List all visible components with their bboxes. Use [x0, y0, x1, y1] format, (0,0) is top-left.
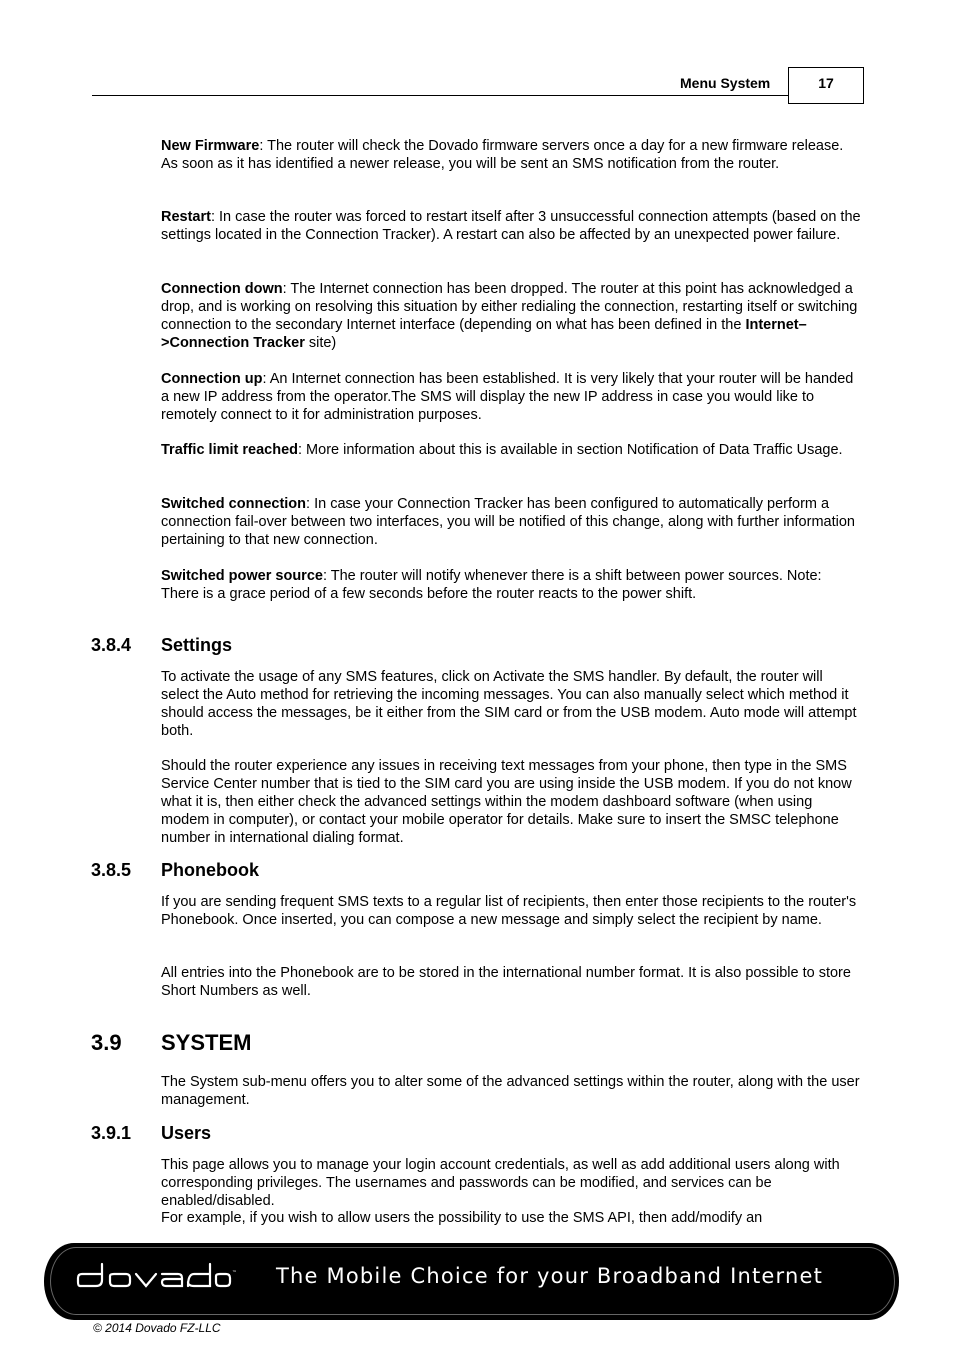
footer-tagline: The Mobile Choice for your Broadband Internet	[276, 1264, 824, 1288]
section-number-settings: 3.8.4	[91, 635, 132, 655]
section-number-system: 3.9	[91, 1030, 122, 1055]
settings-paragraph-1: To activate the usage of any SMS features, click on Activate the SMS handler. By default, the router will select the Auto method for retrieving the incoming messages. You can also manually select which method it should access the messages, be it either from the SIM card or from the USB modem. Auto mode will attempt both.	[161, 669, 857, 739]
definition: : The router will check the Dovado firmware servers once a day for a new firmware release. As soon as it has identified a newer release, you will be sent an SMS notification from the router.	[161, 138, 844, 172]
definition: : The router will notify whenever there is a shift between power sources. Note: There is a grace period of a few seconds before the router reacts to the power shift.	[161, 568, 822, 602]
definition: : An Internet connection has been established. It is very likely that your router will be handed a new IP address from the operator.The SMS will display the new IP address in case you would like to remotely connect to it for administration purposes.	[161, 371, 854, 423]
section-number-phonebook: 3.8.5	[91, 860, 132, 880]
notification-new-firmware	[161, 137, 861, 173]
definition: : More information about this is available in section Notification of Data Traffic Usage.	[298, 442, 843, 458]
term: Switched connection	[161, 496, 307, 512]
definition: : In case your Connection Tracker has been configured to automatically perform a connection fail-over between two interfaces, you will be notified of this change, along with further information pertaining to that new connection.	[161, 496, 855, 548]
connection-tracker-ref: Internet–>Connection Tracker	[161, 317, 807, 351]
system-paragraph-1: The System sub-menu offers you to alter some of the advanced settings within the router, along with the user management.	[161, 1074, 860, 1108]
header-rule	[92, 95, 788, 96]
section-title-settings: Settings	[161, 635, 233, 655]
copyright: © 2014 Dovado FZ-LLC	[93, 1321, 221, 1335]
notification-connection-down	[161, 280, 861, 352]
users-paragraph-2: For example, if you wish to allow users the possibility to use the SMS API, then add/modify an	[161, 1210, 763, 1226]
notification-switched-connection	[161, 495, 861, 549]
term: Connection down	[161, 281, 283, 297]
settings-paragraph-2: Should the router experience any issues in receiving text messages from your phone, then type in the SMS Service Center number that is tied to the SIM card you are using inside the USB modem. If you do not know what it is, then either check the advanced settings within the modem dashboard software (when using modem in computer), or contact your mobile operator for details. Make sure to insert the SMSC telephone number in international dialing format.	[161, 758, 852, 846]
section-title-phonebook: Phonebook	[161, 860, 259, 880]
term: Switched power source	[161, 568, 323, 584]
phonebook-paragraph-1: If you are sending frequent SMS texts to a regular list of recipients, then enter those recipients to the router's Phonebook. Once inserted, you can compose a new message and simply select the recipient by name.	[161, 894, 857, 928]
notification-restart	[161, 208, 861, 244]
svg-text:™: ™	[232, 1270, 237, 1276]
dovado-logo	[76, 1260, 236, 1294]
notification-traffic-limit	[161, 441, 861, 459]
section-number-users: 3.9.1	[91, 1123, 132, 1143]
term: New Firmware	[161, 138, 260, 154]
notification-switched-power	[161, 567, 861, 603]
term: Traffic limit reached	[161, 442, 298, 458]
definition-tail: site)	[304, 335, 337, 351]
section-title-users: Users	[161, 1123, 212, 1143]
definition: : In case the router was forced to restart itself after 3 unsuccessful connection attempts (based on the settings located in the Connection Tracker). A restart can also be affected by an unexpected power failure.	[161, 209, 861, 243]
notification-connection-up	[161, 370, 861, 424]
page-number: 17	[818, 75, 834, 91]
term: Connection up	[161, 371, 263, 387]
page-number-box	[788, 67, 864, 104]
term: Restart	[161, 209, 211, 225]
users-paragraph-1: This page allows you to manage your login account credentials, as well as add additional users along with corresponding privileges. The usernames and passwords can be modified, and services can be enabled/disabled.	[161, 1157, 840, 1209]
definition: : The Internet connection has been dropped. The router at this point has acknowledged a drop, and is working on resolving this situation by either redialing the connection, restarting itself or switching connection to the secondary Internet interface (depending on what has been defined in the	[161, 281, 858, 333]
phonebook-paragraph-2: All entries into the Phonebook are to be stored in the international number format. It is also possible to store Short Numbers as well.	[161, 965, 851, 999]
section-title-system: SYSTEM	[161, 1030, 252, 1055]
running-header-title: Menu System	[680, 75, 771, 91]
